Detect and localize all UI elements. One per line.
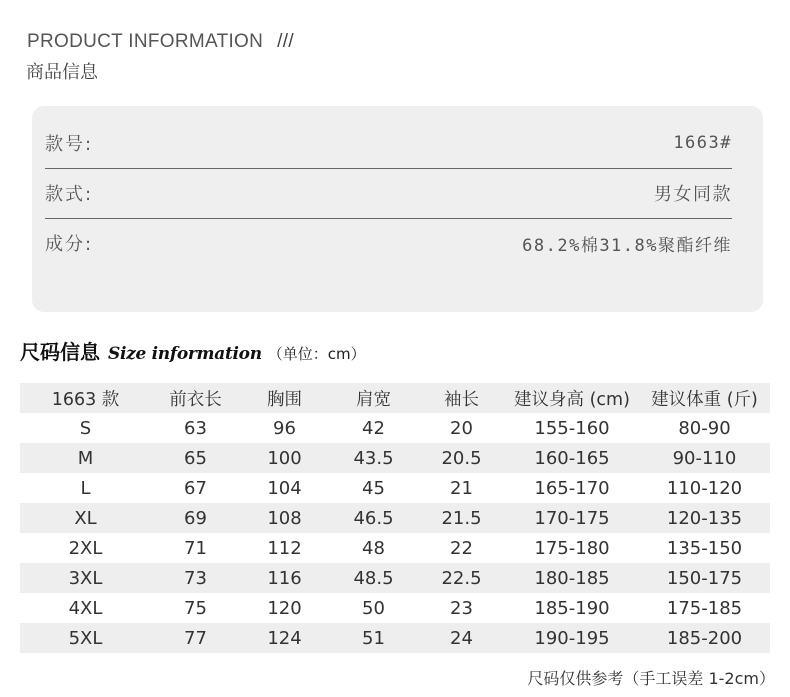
table-cell: 21.5	[441, 507, 482, 529]
column-header: 胸围	[267, 389, 302, 410]
table-row	[20, 413, 770, 443]
column-header: 1663 款	[51, 389, 120, 410]
table-cell: 22.5	[441, 567, 482, 589]
table-cell: 190-195	[534, 627, 610, 649]
table-cell: 165-170	[534, 477, 610, 499]
table-cell: 185-190	[534, 597, 610, 619]
table-cell: 73	[184, 567, 207, 589]
info-label: 成分:	[45, 234, 94, 255]
table-cell: 96	[273, 417, 296, 439]
size-label-cell: M	[77, 447, 94, 469]
table-cell: 22	[450, 537, 473, 559]
table-cell: 63	[184, 417, 207, 439]
table-cell: 46.5	[353, 507, 394, 529]
table-cell: 185-200	[666, 627, 743, 649]
size-disclaimer: 尺码仅供参考（手工误差 1-2cm）	[527, 669, 775, 688]
table-cell: 175-185	[666, 597, 743, 619]
table-cell: 71	[184, 537, 207, 559]
table-cell: 43.5	[353, 447, 394, 469]
info-value: 68.2%棉31.8%聚酯纤维	[522, 235, 732, 256]
table-cell: 116	[267, 567, 302, 589]
size-label-cell: 2XL	[68, 537, 103, 559]
table-cell: 77	[184, 627, 207, 649]
table-cell: 75	[184, 597, 207, 619]
table-cell: 180-185	[534, 567, 610, 589]
table-cell: 124	[267, 627, 302, 649]
table-cell: 65	[184, 447, 207, 469]
page-title-en-text: PRODUCT INFORMATION	[27, 31, 264, 52]
table-cell: 48	[362, 537, 385, 559]
table-cell: 90-110	[672, 447, 737, 469]
table-cell: 135-150	[666, 537, 743, 559]
table-cell: 67	[184, 477, 207, 499]
table-cell: 104	[267, 477, 302, 499]
info-label: 款号:	[45, 134, 94, 155]
size-label-cell: L	[80, 477, 91, 499]
info-label: 款式:	[45, 184, 94, 205]
table-cell: 175-180	[534, 537, 610, 559]
table-cell: 24	[450, 627, 473, 649]
table-row	[20, 473, 770, 503]
table-cell: 20.5	[441, 447, 482, 469]
table-cell: 110-120	[666, 477, 743, 499]
info-value: 1663#	[673, 133, 732, 153]
title-slashes-decoration: ///	[277, 31, 294, 52]
table-cell: 155-160	[534, 417, 610, 439]
table-cell: 69	[184, 507, 207, 529]
table-row	[20, 503, 770, 533]
size-table-header-row	[20, 383, 770, 413]
table-row	[20, 593, 770, 623]
column-header: 建议身高 (cm)	[514, 389, 630, 410]
table-cell: 100	[267, 447, 302, 469]
table-cell: 42	[362, 417, 385, 439]
info-row-style	[45, 168, 732, 219]
page-title-en	[27, 31, 294, 53]
page-title-cn: 商品信息	[26, 62, 98, 83]
table-cell: 20	[450, 417, 473, 439]
table-row	[20, 563, 770, 593]
column-header: 建议体重 (斤)	[651, 389, 758, 410]
table-cell: 80-90	[678, 417, 731, 439]
table-cell: 23	[450, 597, 473, 619]
table-cell: 160-165	[534, 447, 610, 469]
size-section-header	[20, 336, 366, 365]
table-cell: 170-175	[534, 507, 610, 529]
info-row-style-number	[45, 118, 732, 169]
info-value: 男女同款	[654, 184, 732, 205]
size-label-cell: 3XL	[68, 567, 103, 589]
size-label-cell: 5XL	[68, 627, 103, 649]
column-header: 袖长	[444, 389, 479, 410]
size-unit-note: （单位：cm）	[267, 345, 366, 363]
column-header: 前衣长	[169, 389, 222, 410]
table-cell: 112	[267, 537, 302, 559]
table-row	[20, 623, 770, 653]
size-label-cell: XL	[74, 507, 97, 529]
table-cell: 120-135	[666, 507, 743, 529]
table-cell: 50	[362, 597, 385, 619]
info-row-composition	[45, 218, 732, 268]
table-cell: 51	[362, 627, 385, 649]
table-row	[20, 533, 770, 563]
table-cell: 108	[267, 507, 302, 529]
size-title-en: Size information	[108, 344, 262, 364]
size-label-cell: 4XL	[68, 597, 103, 619]
table-row	[20, 443, 770, 473]
size-table	[20, 383, 770, 653]
product-info-card	[32, 106, 763, 312]
column-header: 肩宽	[356, 389, 391, 410]
size-title-cn: 尺码信息	[20, 340, 100, 364]
table-cell: 21	[450, 477, 473, 499]
table-cell: 150-175	[666, 567, 743, 589]
table-cell: 48.5	[353, 567, 394, 589]
table-cell: 45	[362, 477, 385, 499]
size-label-cell: S	[79, 417, 92, 439]
table-cell: 120	[267, 597, 302, 619]
